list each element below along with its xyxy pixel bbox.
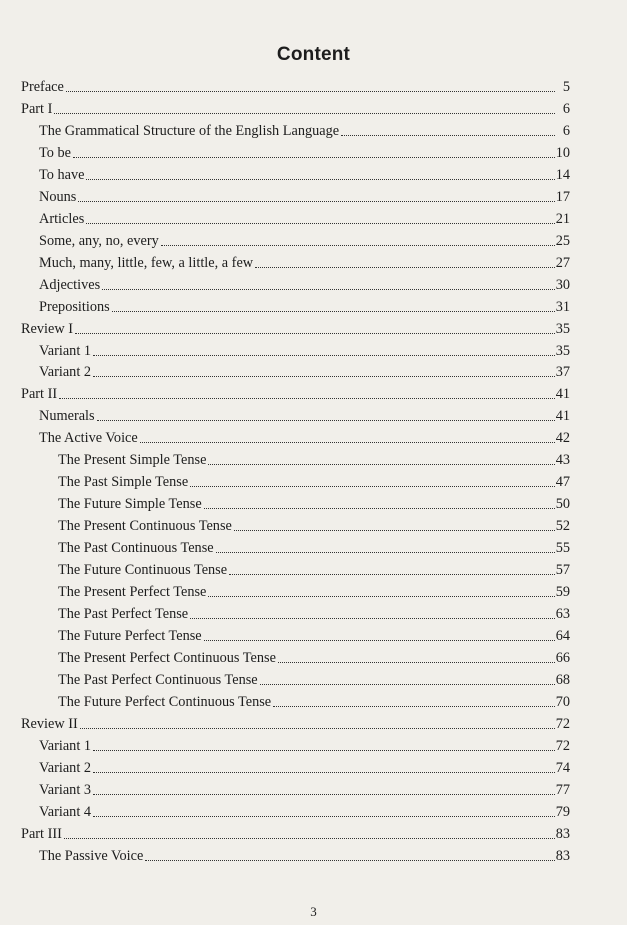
toc-entry-page: 74 — [555, 759, 570, 776]
toc-entry-page: 5 — [562, 79, 570, 95]
toc-entry-page: 52 — [555, 518, 570, 535]
toc-entry[interactable] — [39, 296, 570, 316]
toc-entry[interactable] — [58, 537, 570, 557]
toc-entry-page: 50 — [555, 496, 570, 513]
toc-entry-page: 63 — [555, 606, 570, 623]
toc-entry[interactable] — [39, 186, 570, 206]
toc-entry-label: Nouns — [39, 188, 77, 205]
toc-entry-page: 37 — [555, 364, 570, 381]
dot-leader — [93, 815, 555, 817]
toc-entry-label: Variant 2 — [39, 759, 92, 776]
toc-entry[interactable] — [39, 405, 570, 425]
toc-entry[interactable] — [39, 801, 570, 821]
toc-entry-page: 30 — [555, 276, 570, 293]
toc-entry[interactable] — [58, 493, 570, 513]
toc-entry-page: 72 — [555, 715, 570, 732]
toc-entry-label: The Present Perfect Tense — [58, 584, 207, 601]
toc-entry-label: The Past Simple Tense — [58, 474, 189, 491]
toc-entry-page: 68 — [555, 671, 570, 688]
dot-leader — [93, 375, 555, 377]
toc-entry[interactable] — [21, 76, 570, 96]
toc-entry-label: Articles — [39, 210, 85, 227]
toc-entry[interactable] — [21, 713, 570, 733]
dot-leader — [102, 288, 555, 290]
dot-leader — [86, 222, 554, 224]
page-title: Content — [276, 44, 351, 65]
toc-entry[interactable] — [58, 669, 570, 689]
toc-entry-page: 43 — [555, 452, 570, 469]
toc-entry[interactable] — [39, 361, 570, 381]
toc-entry-label: Review II — [21, 715, 78, 732]
toc-entry-label: Variant 4 — [39, 803, 92, 820]
dot-leader — [208, 595, 554, 597]
toc-entry-label: Part II — [21, 386, 58, 403]
toc-entry-label: Variant 2 — [39, 364, 92, 381]
toc-entry-page: 14 — [555, 166, 570, 183]
toc-entry-label: Variant 1 — [39, 737, 92, 754]
dot-leader — [273, 705, 555, 707]
toc-entry-label: Preface — [21, 79, 64, 95]
toc-entry[interactable] — [21, 383, 570, 403]
toc-entry[interactable] — [39, 142, 570, 162]
toc-entry[interactable] — [39, 252, 570, 272]
toc-entry[interactable] — [39, 427, 570, 447]
dot-leader — [145, 859, 554, 861]
toc-entry[interactable] — [39, 164, 570, 184]
toc-entry-page: 10 — [555, 144, 570, 161]
toc-entry[interactable] — [39, 340, 570, 360]
toc-entry-page: 55 — [555, 540, 570, 557]
toc-entry-page: 70 — [555, 693, 570, 710]
dot-leader — [216, 551, 555, 553]
toc-entry[interactable] — [21, 98, 570, 118]
toc-entry-label: To have — [39, 166, 85, 183]
dot-leader — [78, 200, 554, 202]
toc-entry[interactable] — [58, 559, 570, 579]
toc-entry-label: Adjectives — [39, 276, 101, 293]
toc-entry-page: 41 — [555, 408, 570, 425]
toc-entry-label: To be — [39, 144, 71, 161]
toc-entry-page: 25 — [555, 232, 570, 249]
dot-leader — [86, 178, 554, 180]
toc-entry-label: The Passive Voice — [39, 847, 144, 864]
toc-entry-page: 42 — [555, 430, 570, 447]
toc-entry[interactable] — [58, 581, 570, 601]
dot-leader — [64, 837, 555, 839]
toc-entry[interactable] — [39, 120, 570, 140]
toc-entry-label: The Future Continuous Tense — [58, 562, 228, 579]
toc-entry[interactable] — [58, 603, 570, 623]
toc-entry-label: The Present Simple Tense — [58, 452, 207, 469]
dot-leader — [93, 749, 555, 751]
toc-entry[interactable] — [39, 757, 570, 777]
dot-leader — [234, 529, 555, 531]
toc-entry[interactable] — [58, 625, 570, 645]
toc-entry[interactable] — [39, 230, 570, 250]
toc-entry-page: 47 — [555, 474, 570, 491]
toc-entry-label: The Present Continuous Tense — [58, 518, 232, 535]
toc-entry-label: Numerals — [39, 408, 95, 425]
toc-entry-page: 72 — [555, 737, 570, 754]
toc-entry-page: 17 — [555, 188, 570, 205]
toc-entry[interactable] — [58, 515, 570, 535]
toc-entry-label: The Past Perfect Continuous Tense — [58, 671, 258, 688]
dot-leader — [204, 507, 555, 509]
dot-leader — [204, 639, 555, 641]
dot-leader — [260, 683, 555, 685]
toc-entry[interactable] — [58, 647, 570, 667]
toc-entry-label: The Grammatical Structure of the English Language — [39, 122, 340, 139]
dot-leader — [93, 771, 555, 773]
toc-entry-label: The Future Perfect Continuous Tense — [58, 693, 272, 710]
dot-leader — [97, 419, 555, 421]
toc-entry[interactable] — [58, 471, 570, 491]
toc-entry[interactable] — [39, 735, 570, 755]
dot-leader — [208, 463, 554, 465]
dot-leader — [80, 727, 555, 729]
toc-entry[interactable] — [21, 823, 570, 843]
toc-entry[interactable] — [39, 779, 570, 799]
toc-entry-label: The Active Voice — [39, 430, 138, 447]
toc-entry-page: 64 — [555, 628, 570, 644]
toc-entry-page: 59 — [555, 584, 570, 601]
toc-entry-label: Review I — [21, 320, 74, 337]
toc-entry-label: The Future Perfect Tense — [58, 628, 202, 644]
dot-leader — [255, 266, 555, 268]
dot-leader — [341, 134, 555, 136]
toc-entry[interactable] — [39, 845, 570, 865]
toc-entry-label: The Past Perfect Tense — [58, 606, 189, 623]
toc-entry[interactable] — [39, 274, 570, 294]
dot-leader — [93, 354, 555, 356]
toc-entry[interactable] — [58, 449, 570, 469]
toc-entry-label: Variant 1 — [39, 342, 92, 359]
toc-entry-page: 6 — [562, 100, 570, 117]
dot-leader — [54, 112, 555, 114]
toc-entry-page: 79 — [555, 803, 570, 820]
toc-entry-label: Part III — [21, 825, 62, 842]
toc-entry-page: 41 — [555, 386, 570, 403]
toc-entry[interactable] — [58, 691, 570, 711]
dot-leader — [190, 617, 555, 619]
toc-entry-label: The Future Simple Tense — [58, 496, 202, 513]
dot-leader — [190, 485, 555, 487]
toc-entry[interactable] — [39, 208, 570, 228]
dot-leader — [278, 661, 555, 663]
toc-entry-label: Part I — [21, 100, 53, 117]
toc-entry-label: Much, many, little, few, a little, a few — [39, 254, 254, 271]
toc-entry-label: Some, any, no, every — [39, 232, 159, 249]
dot-leader — [93, 793, 555, 795]
toc-entry-label: The Past Continuous Tense — [58, 540, 214, 557]
dot-leader — [112, 310, 555, 312]
toc-entry-page: 35 — [555, 342, 570, 359]
toc-entry-page: 6 — [562, 122, 570, 139]
toc-entry-page: 31 — [555, 298, 570, 315]
dot-leader — [75, 332, 555, 334]
dot-leader — [140, 441, 555, 443]
toc-entry-label: Variant 3 — [39, 781, 92, 798]
toc-entry-page: 66 — [555, 649, 570, 666]
dot-leader — [161, 244, 555, 246]
toc-entry[interactable] — [21, 318, 570, 338]
dot-leader — [66, 90, 555, 92]
toc-entry-label: Prepositions — [39, 298, 110, 315]
dot-leader — [229, 573, 555, 575]
toc-entry-label: The Present Perfect Continuous Tense — [58, 649, 276, 666]
toc-entry-page: 83 — [555, 825, 570, 842]
toc-entry-page: 35 — [555, 320, 570, 337]
toc-entry-page: 83 — [555, 847, 570, 864]
toc-entry-page: 57 — [555, 562, 570, 579]
dot-leader — [73, 156, 555, 158]
dot-leader — [59, 397, 555, 399]
toc-entry-page: 21 — [555, 210, 570, 227]
page-number: 3 — [310, 904, 317, 919]
toc-entry-page: 27 — [555, 254, 570, 271]
toc-entry-page: 77 — [555, 781, 570, 798]
